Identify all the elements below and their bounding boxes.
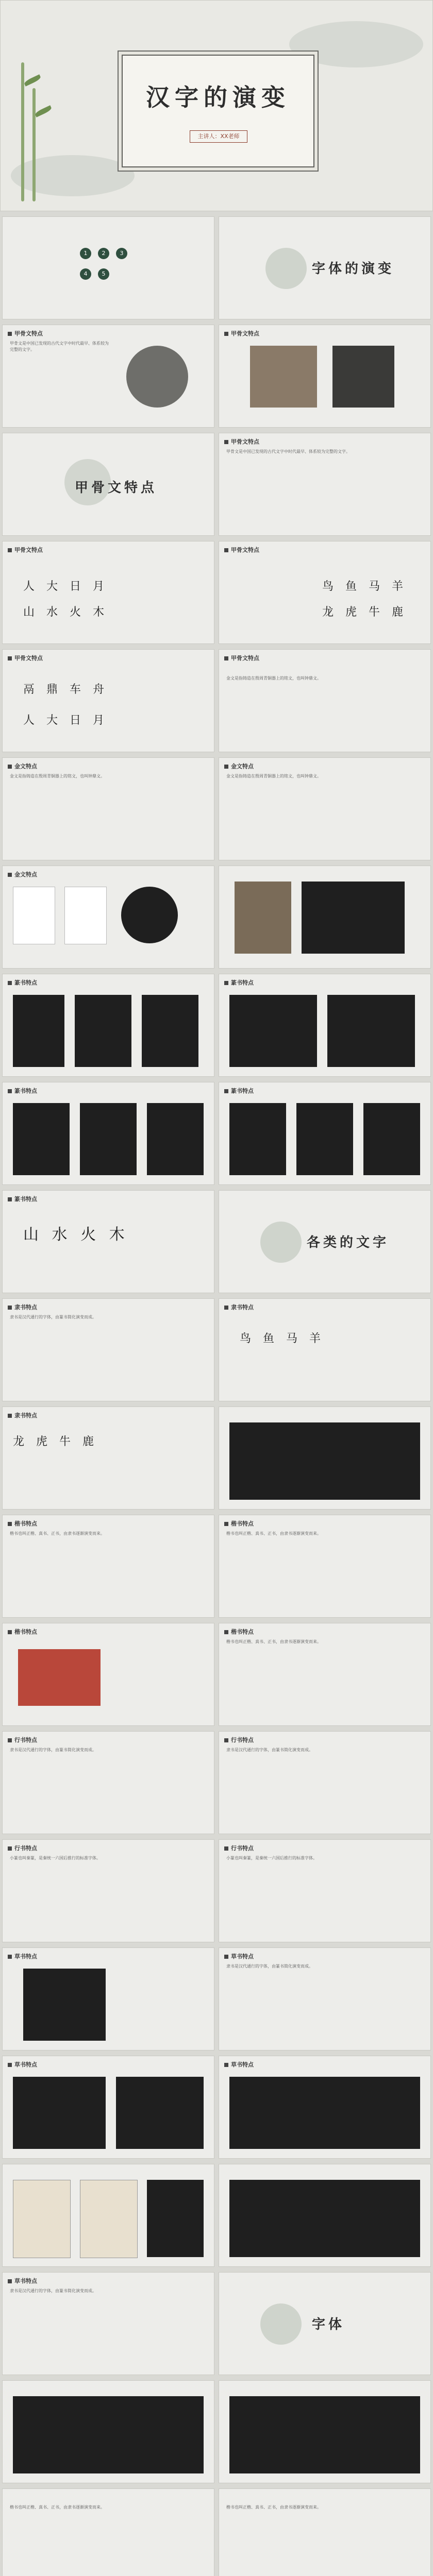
inscription-image — [147, 1103, 204, 1175]
section-header: 甲骨文特点 — [224, 654, 259, 662]
content-slide — [2, 1623, 214, 1726]
body-text: 楷书也叫正楷、真书、正书，由隶书逐渐演变而来。 — [226, 1639, 321, 1644]
inscription-image — [13, 1103, 70, 1175]
content-slide — [219, 433, 431, 536]
calligraphy-image — [13, 2077, 106, 2149]
section-header: 篆书特点 — [8, 978, 37, 987]
section-header: 篆书特点 — [8, 1195, 37, 1203]
content-slide — [219, 1515, 431, 1618]
toc-icon-4: 4 — [80, 268, 91, 280]
body-text: 金文是指铸造在殷周青铜器上的铭文，也叫钟鼎文。 — [10, 774, 105, 778]
inscription-image — [302, 882, 405, 954]
toc-slide — [2, 216, 214, 319]
content-slide — [219, 866, 431, 969]
glyph-row: 山 水 火 木 — [23, 606, 108, 619]
content-slide — [2, 541, 214, 644]
glyph-row: 山 水 火 木 — [23, 1226, 129, 1244]
chapter-title-3: 各类的文字 — [307, 1235, 390, 1250]
body-text: 楷书也叫正楷、真书、正书，由隶书逐渐演变而来。 — [226, 1531, 321, 1536]
inscription-image — [296, 1103, 353, 1175]
section-header: 甲骨文特点 — [8, 654, 43, 662]
content-slide — [219, 541, 431, 644]
toc-icon-1: 1 — [80, 248, 91, 259]
section-header: 草书特点 — [224, 2060, 254, 2069]
content-slide — [2, 1731, 214, 1834]
content-slide — [2, 1839, 214, 1942]
body-text: 楷书也叫正楷、真书、正书，由隶书逐渐演变而来。 — [226, 2505, 321, 2510]
rubbing-image — [121, 887, 178, 943]
content-slide — [2, 2488, 214, 2576]
title-slide — [0, 0, 433, 211]
section-header: 行书特点 — [224, 1736, 254, 1744]
content-slide — [2, 2272, 214, 2375]
section-header: 甲骨文特点 — [224, 546, 259, 554]
body-text: 小篆也叫秦篆，是秦统一六国后推行的标准字体。 — [226, 1856, 317, 1860]
section-header: 金文特点 — [224, 762, 254, 770]
content-slide — [2, 1298, 214, 1401]
section-header: 金文特点 — [8, 870, 37, 878]
content-slide — [219, 1298, 431, 1401]
leaf-decoration — [34, 105, 52, 117]
section-header: 甲骨文特点 — [224, 437, 259, 446]
scroll-image — [80, 2180, 138, 2258]
section-header: 甲骨文特点 — [224, 329, 259, 337]
content-slide — [219, 1082, 431, 1185]
chapter-slide-1 — [219, 216, 431, 319]
glyph-row: 鸟 鱼 马 羊 — [240, 1332, 325, 1345]
glyph-row: 人 大 日 月 — [23, 580, 108, 593]
scroll-image — [13, 2180, 71, 2258]
content-slide — [2, 2380, 214, 2483]
presenter-label: 主讲人：XX老师 — [190, 130, 247, 143]
body-text: 甲骨文是中国已发现的古代文字中时代最早、体系较为完整的文字。 — [10, 341, 109, 352]
inscription-image — [80, 1103, 137, 1175]
body-text: 隶书是汉代通行的字体，由篆书简化演变而成。 — [226, 1964, 313, 1969]
body-text: 金文是指铸造在殷周青铜器上的铭文，也叫钟鼎文。 — [226, 774, 321, 778]
toc-icon-5: 5 — [98, 268, 109, 280]
content-slide — [219, 1839, 431, 1942]
inscription-image — [229, 995, 317, 1067]
inscription-image — [13, 995, 64, 1067]
content-slide — [2, 2164, 214, 2267]
content-slide — [2, 974, 214, 1077]
content-slide — [219, 1731, 431, 1834]
content-slide — [219, 1406, 431, 1510]
calligraphy-image — [229, 2077, 420, 2149]
body-text: 甲骨文是中国已发现的古代文字中时代最早、体系较为完整的文字。 — [226, 449, 350, 454]
section-header: 金文特点 — [8, 762, 37, 770]
glyph-row: 鬲 鼎 车 舟 — [23, 683, 108, 696]
body-text: 金文是指铸造在殷周青铜器上的铭文，也叫钟鼎文。 — [226, 676, 321, 681]
section-header: 草书特点 — [8, 1952, 37, 1960]
body-text: 楷书也叫正楷、真书、正书，由隶书逐渐演变而来。 — [10, 2505, 105, 2510]
chapter-slide-4 — [219, 2272, 431, 2375]
content-slide — [219, 2488, 431, 2576]
content-slide — [219, 757, 431, 860]
chapter-title-1: 字体的演变 — [312, 261, 395, 277]
content-slide — [2, 1082, 214, 1185]
inscription-image — [229, 1103, 286, 1175]
chapter-ornament — [265, 248, 307, 289]
toc-icon-2: 2 — [98, 248, 109, 259]
glyph-row: 人 大 日 月 — [23, 714, 108, 727]
section-header: 篆书特点 — [224, 1087, 254, 1095]
calligraphy-image — [229, 1422, 420, 1500]
bronze-image — [235, 882, 291, 954]
body-text: 隶书是汉代通行的字体，由篆书简化演变而成。 — [10, 1748, 96, 1752]
content-slide — [2, 1406, 214, 1510]
content-slide — [219, 974, 431, 1077]
content-slide — [219, 1947, 431, 2050]
content-slide — [2, 757, 214, 860]
calligraphy-image — [229, 2396, 420, 2473]
scroll-image — [147, 2180, 204, 2257]
section-header: 甲骨文特点 — [8, 329, 43, 337]
section-header: 楷书特点 — [8, 1628, 37, 1636]
body-text: 小篆也叫秦篆，是秦统一六国后推行的标准字体。 — [10, 1856, 101, 1860]
section-header: 草书特点 — [8, 2060, 37, 2069]
body-text: 隶书是汉代通行的字体，由篆书简化演变而成。 — [10, 1315, 96, 1319]
section-header: 草书特点 — [224, 1952, 254, 1960]
glyph-row: 龙 虎 牛 鹿 — [322, 606, 407, 619]
section-header: 隶书特点 — [224, 1303, 254, 1311]
chapter-slide-3 — [219, 1190, 431, 1293]
glyph-row: 龙 虎 牛 鹿 — [13, 1435, 98, 1448]
cloud-decoration — [11, 155, 135, 196]
body-text: 楷书也叫正楷、真书、正书，由隶书逐渐演变而来。 — [10, 1531, 105, 1536]
chapter-ornament — [260, 2303, 302, 2345]
rubbing-image — [13, 887, 55, 944]
calligraphy-image — [229, 2180, 420, 2257]
content-slide — [2, 649, 214, 752]
toc-icon-3: 3 — [116, 248, 127, 259]
content-slide — [2, 1190, 214, 1293]
shell-image — [250, 346, 317, 408]
section-header: 楷书特点 — [224, 1519, 254, 1528]
bamboo-decoration — [32, 88, 36, 201]
glyph-row: 鸟 鱼 马 羊 — [322, 580, 407, 593]
body-text: 隶书是汉代通行的字体，由篆书简化演变而成。 — [226, 1748, 313, 1752]
chapter-slide-2 — [2, 433, 214, 536]
calligraphy-image — [23, 1969, 106, 2041]
section-header: 甲骨文特点 — [8, 546, 43, 554]
seal-image — [18, 1649, 101, 1706]
section-header: 楷书特点 — [8, 1519, 37, 1528]
content-slide — [219, 2164, 431, 2267]
inscription-image — [363, 1103, 420, 1175]
content-slide — [219, 2380, 431, 2483]
content-slide — [219, 325, 431, 428]
calligraphy-image — [13, 2396, 204, 2473]
content-slide — [2, 1515, 214, 1618]
section-header: 行书特点 — [8, 1844, 37, 1852]
content-slide — [2, 866, 214, 969]
section-header: 草书特点 — [8, 2277, 37, 2285]
content-slide — [219, 2056, 431, 2159]
chapter-title-4: 字体 — [312, 2317, 345, 2332]
content-slide — [2, 325, 214, 428]
bone-image — [126, 346, 188, 408]
calligraphy-image — [116, 2077, 204, 2149]
oracle-image — [332, 346, 394, 408]
rubbing-image — [64, 887, 107, 944]
section-header: 行书特点 — [8, 1736, 37, 1744]
title-scroll — [122, 55, 314, 167]
content-slide — [2, 1947, 214, 2050]
section-header: 楷书特点 — [224, 1628, 254, 1636]
page-title: 汉字的演变 — [146, 83, 290, 111]
section-header: 隶书特点 — [8, 1303, 37, 1311]
section-header: 篆书特点 — [224, 978, 254, 987]
leaf-decoration — [23, 74, 41, 86]
section-header: 隶书特点 — [8, 1411, 37, 1419]
chapter-title-2: 甲骨文特点 — [75, 480, 158, 496]
inscription-image — [75, 995, 131, 1067]
inscription-image — [142, 995, 198, 1067]
inscription-image — [327, 995, 415, 1067]
content-slide — [2, 2056, 214, 2159]
section-header: 行书特点 — [224, 1844, 254, 1852]
chapter-ornament — [260, 1222, 302, 1263]
body-text: 隶书是汉代通行的字体，由篆书简化演变而成。 — [10, 2289, 96, 2293]
section-header: 篆书特点 — [8, 1087, 37, 1095]
content-slide — [219, 649, 431, 752]
content-slide — [219, 1623, 431, 1726]
